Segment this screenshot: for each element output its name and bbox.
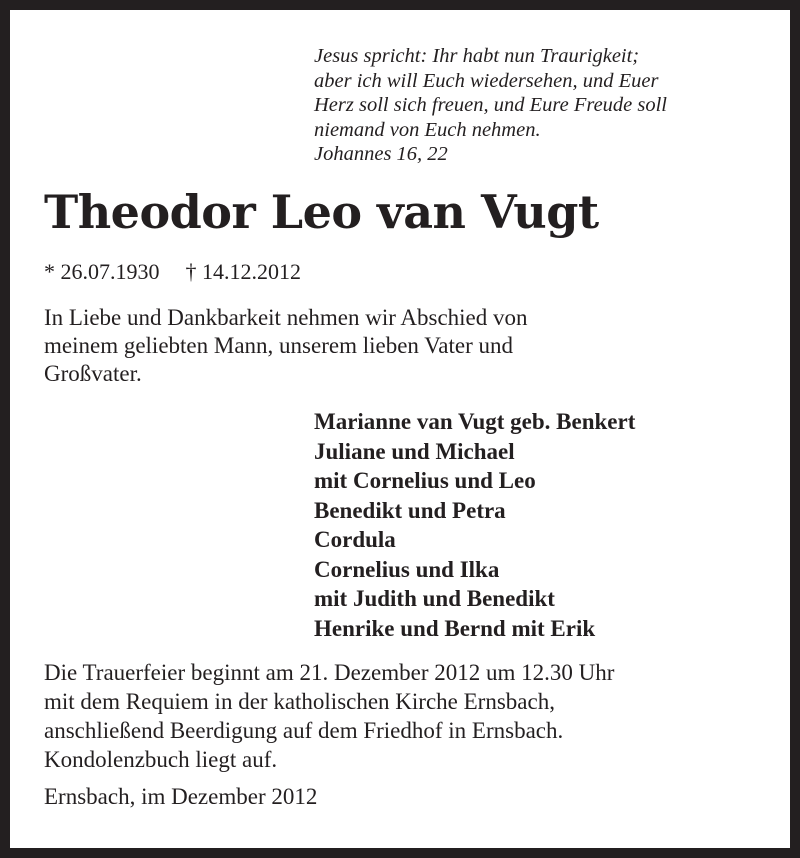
quote-line: Herz soll sich freuen, und Eure Freude soll — [314, 94, 668, 116]
mourner: Cordula — [314, 527, 396, 552]
ceremony-line: Die Trauerfeier beginnt am 21. Dezember 2012 um 12.30 Uhr — [44, 660, 615, 685]
mourners-list — [314, 407, 635, 643]
obituary-notice — [10, 10, 790, 848]
ceremony-line: mit dem Requiem in der katholischen Kirche Ernsbach, — [44, 689, 555, 714]
mourner: mit Judith und Benedikt — [314, 586, 555, 611]
mourner: Marianne van Vugt geb. Benkert — [314, 409, 636, 434]
farewell-line: Großvater. — [44, 361, 142, 386]
bible-quote — [314, 44, 774, 167]
place-and-date: Ernsbach, im Dezember 2012 — [44, 784, 318, 809]
mourner: Cornelius und Ilka — [314, 556, 500, 582]
farewell-text — [44, 304, 744, 388]
birth-date: * 26.07.1930 — [44, 259, 160, 284]
farewell-line: In Liebe und Dankbarkeit nehmen wir Abschied von — [44, 305, 528, 330]
mourner: mit Cornelius und Leo — [314, 468, 536, 493]
death-date: † 14.12.2012 — [185, 259, 301, 284]
ceremony-line: Kondolenzbuch liegt auf. — [44, 747, 278, 772]
mourner: Benedikt und Petra — [314, 497, 506, 523]
mourner: Henrike und Bernd mit Erik — [314, 615, 596, 641]
quote-line: niemand von Euch nehmen. — [314, 118, 541, 141]
life-dates — [44, 258, 301, 286]
farewell-line: meinem geliebten Mann, unserem lieben Vater und — [44, 333, 514, 358]
ceremony-line: anschließend Beerdigung auf dem Friedhof in Ernsbach. — [44, 718, 564, 743]
ceremony-info — [44, 658, 784, 774]
quote-source: Johannes 16, 22 — [314, 143, 448, 165]
quote-line: aber ich will Euch wiedersehen, und Euer — [314, 69, 659, 92]
deceased-name: Theodor Leo van Vugt — [44, 185, 599, 239]
quote-line: Jesus spricht: Ihr habt nun Traurigkeit; — [314, 45, 640, 67]
mourner: Juliane und Michael — [314, 438, 515, 464]
